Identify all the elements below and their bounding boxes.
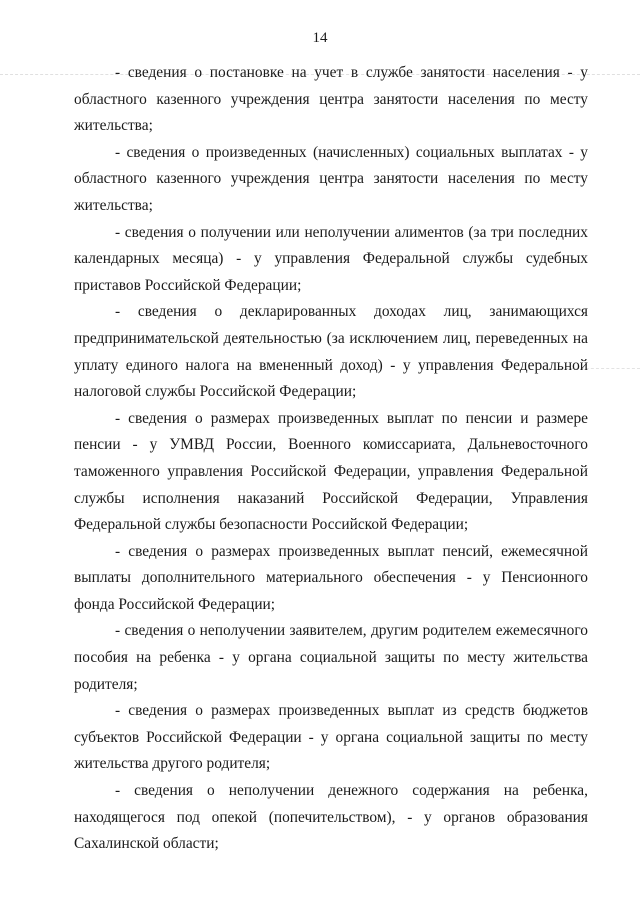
paragraph-alimony: - сведения о получении или неполучении алиментов (за три последних календарных месяца) - у управления Федеральной службы судебных приставов Российской Федерации; (74, 223, 588, 294)
paragraph-declared-income: - сведения о декларированных доходах лиц, занимающихся предпринимательской деятельностью (за исключением лиц, переведенных на уплату единого налога на вмененный доход) - у управления Федеральной налоговой службы Российской Федерации; (74, 303, 588, 401)
page-number: 14 (312, 30, 328, 46)
paragraph-pension-fund: - сведения о размерах произведенных выплат пенсий, ежемесячной выплаты дополнительного материального обеспечения - у Пенсионного фонда Российской Федерации; (74, 542, 588, 613)
document-body (74, 60, 588, 858)
paragraph-employment-registration: - сведения о постановке на учет в службе занятости населения - у областного казенного учреждения центра занятости населения по месту жительства; (74, 64, 588, 135)
paragraph-guardianship-support: - сведения о неполучении денежного содержания на ребенка, находящегося под опекой (попечительством), - у органов образования Сахалинской области; (74, 782, 588, 853)
paragraph-regional-budget-payments: - сведения о размерах произведенных выплат из средств бюджетов субъектов Российской Федерации - у органа социальной защиты по месту жительства другого родителя; (74, 702, 588, 773)
paragraph-social-payments: - сведения о произведенных (начисленных) социальных выплатах - у областного казенного учреждения центра занятости населения по месту жительства; (74, 143, 588, 214)
paragraph-pension-payments: - сведения о размерах произведенных выплат по пенсии и размере пенсии - у УМВД России, Военного комиссариата, Дальневосточного таможенного управления Российской Федерации, управления Федеральной службы исполнения наказаний Российской Федерации, Управления Федеральной службы безопасности Российской Федерации; (74, 409, 588, 534)
paragraph-child-allowance: - сведения о неполучении заявителем, другим родителем ежемесячного пособия на ребенка - у органа социальной защиты по месту жительства родителя; (74, 622, 588, 693)
